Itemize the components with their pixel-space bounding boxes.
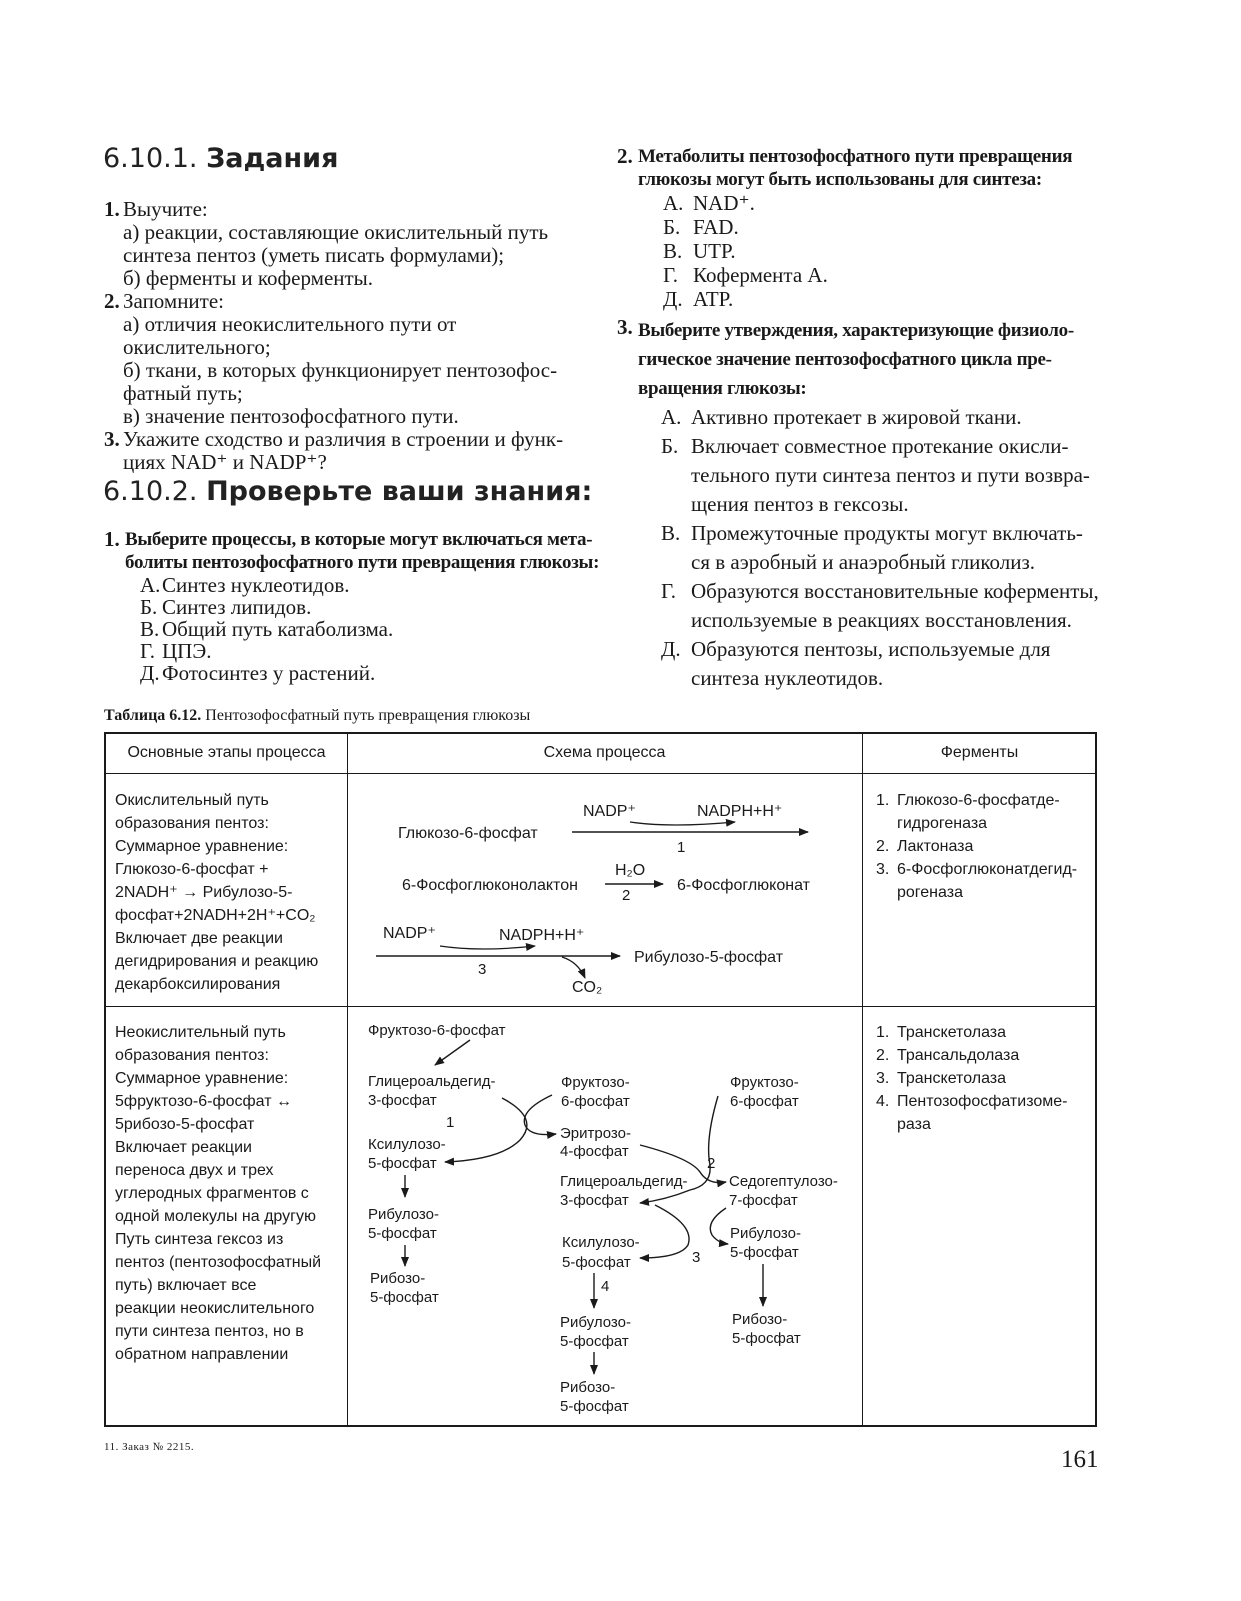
stage-line: путь) включает все bbox=[115, 1277, 257, 1294]
question-text: Выберите утверждения, характеризующие физиоло- bbox=[638, 320, 1074, 341]
task-line: б) ткани, в которых функционирует пентозофос- bbox=[123, 358, 558, 382]
option-text: Образуются восстановительные коферменты, bbox=[691, 579, 1099, 603]
enzyme-number: 2. bbox=[876, 838, 890, 855]
e4p-a: Эритрозо- bbox=[560, 1125, 631, 1142]
task-line: а) реакции, составляющие окислительный путь bbox=[123, 220, 549, 244]
xu5p-a: Ксилулозо- bbox=[368, 1136, 446, 1153]
r5p3-b: 5-фосфат bbox=[732, 1330, 801, 1347]
ru5p2-b: 5-фосфат bbox=[560, 1333, 629, 1350]
stage-line: Путь синтеза гексоз из bbox=[115, 1231, 284, 1248]
option-letter: В. bbox=[140, 617, 160, 641]
stage-line: Суммарное уравнение: bbox=[115, 838, 289, 855]
table-caption bbox=[104, 707, 530, 725]
answer-option bbox=[617, 577, 1107, 635]
enzyme-number: 1. bbox=[876, 1024, 890, 1041]
enzyme-number: 3. bbox=[876, 1070, 890, 1087]
header-enzymes: Ферменты bbox=[940, 744, 1019, 761]
enzyme-name: Пентозофосфатизоме- bbox=[897, 1093, 1068, 1110]
question-item bbox=[617, 145, 1107, 191]
answer-option bbox=[104, 574, 604, 596]
stage-line: одной молекулы на другую bbox=[115, 1208, 316, 1225]
enzyme-line bbox=[876, 1021, 1067, 1044]
stage-line: 5фруктозо-6-фосфат ↔ bbox=[115, 1093, 292, 1110]
enzyme-name: рогеназа bbox=[897, 884, 963, 901]
enzyme-number: 2. bbox=[876, 1047, 890, 1064]
answer-option bbox=[617, 432, 1107, 519]
section-title: Проверьте ваши знания: bbox=[206, 476, 593, 507]
enzyme-number: 3. bbox=[876, 861, 890, 878]
s7p-a: Седогептулозо- bbox=[729, 1173, 838, 1190]
r5p2-a: Рибозо- bbox=[560, 1379, 616, 1396]
task-item bbox=[104, 290, 604, 428]
task-line: а) отличия неокислительного пути от окислительного; bbox=[123, 312, 457, 359]
task-line: в) значение пентозофосфатного пути. bbox=[123, 404, 459, 428]
e4p-b: 4-фосфат bbox=[560, 1143, 629, 1160]
option-letter: Д. bbox=[140, 661, 160, 685]
section-heading-tasks bbox=[103, 143, 338, 174]
task-number: 1. bbox=[104, 197, 120, 221]
option-text: Синтез нуклеотидов. bbox=[162, 573, 350, 597]
number-4: 4 bbox=[601, 1278, 610, 1295]
task-item bbox=[104, 428, 604, 474]
ru5p3-a: Рибулозо- bbox=[730, 1225, 801, 1242]
r3-number: 3 bbox=[478, 961, 487, 978]
option-text: используемые в реакциях восстановления. bbox=[691, 608, 1072, 632]
r3-nadp-label: NADP⁺ bbox=[383, 925, 436, 942]
r2-product: 6-Фосфоглюконат bbox=[677, 877, 810, 894]
r2-water: H₂O bbox=[615, 862, 646, 879]
option-letter: Б. bbox=[663, 215, 681, 239]
row-divider bbox=[106, 773, 1095, 774]
option-text: тельного пути синтеза пентоз и пути возвра- bbox=[691, 463, 1090, 487]
stage-line: Неокислительный путь bbox=[115, 1024, 286, 1041]
answer-option bbox=[617, 635, 1107, 693]
answer-option bbox=[617, 239, 1107, 263]
option-text: синтеза нуклеотидов. bbox=[691, 666, 884, 690]
r5p3-a: Рибозо- bbox=[732, 1311, 788, 1328]
enzyme-line bbox=[876, 835, 1077, 858]
f6p-top: Фруктозо-6-фосфат bbox=[368, 1022, 506, 1039]
stage-line: 5рибозо-5-фосфат bbox=[115, 1116, 255, 1133]
ga3p-a: Глицероальдегид- bbox=[368, 1073, 496, 1090]
option-letter: А. bbox=[663, 191, 684, 215]
question-number: 1. bbox=[104, 527, 120, 551]
stage-line: реакции неокислительного bbox=[115, 1300, 315, 1317]
r1-substrate: Глюкозо-6-фосфат bbox=[398, 825, 538, 842]
question-3 bbox=[617, 316, 1107, 693]
r1-nadp-label: NADP⁺ bbox=[583, 803, 636, 820]
r1-number: 1 bbox=[677, 839, 686, 856]
answer-option bbox=[104, 662, 604, 684]
question-number: 3. bbox=[617, 315, 633, 339]
option-text: Синтез липидов. bbox=[162, 595, 312, 619]
option-text: Включает совместное протекание окисли- bbox=[691, 434, 1069, 458]
r2-substrate: 6-Фосфоглюконолактон bbox=[402, 877, 578, 894]
enzyme-name: Глюкозо-6-фосфатде- bbox=[897, 792, 1060, 809]
stage-line: обратном направлении bbox=[115, 1346, 289, 1363]
stage-line: образования пентоз: bbox=[115, 1047, 269, 1064]
option-text: Промежуточные продукты могут включать- bbox=[691, 521, 1083, 545]
enzyme-name: 6-Фосфоглюконатдегид- bbox=[897, 861, 1078, 878]
enzyme-line bbox=[876, 858, 1077, 881]
task-line: фатный путь; bbox=[123, 381, 243, 405]
number-2: 2 bbox=[707, 1155, 716, 1172]
stage-line: Включает реакции bbox=[115, 1139, 252, 1156]
enzyme-name: Транскетолаза bbox=[897, 1024, 1007, 1041]
table-caption-text: Пентозофосфатный путь превращения глюкозы bbox=[205, 707, 531, 724]
stage-line: пентоз (пентозофосфатный bbox=[115, 1254, 322, 1271]
enzyme-name: Транскетолаза bbox=[897, 1070, 1007, 1087]
enzyme-name: Лактоназа bbox=[897, 838, 974, 855]
r2-number: 2 bbox=[622, 887, 631, 904]
number-3: 3 bbox=[692, 1249, 701, 1266]
question-1 bbox=[104, 528, 604, 684]
ru5p3-b: 5-фосфат bbox=[730, 1244, 799, 1261]
answer-option bbox=[617, 215, 1107, 239]
option-text: ATP. bbox=[693, 287, 734, 311]
question-text: Метаболиты пентозофосфатного пути превращения bbox=[638, 146, 1073, 167]
stage-line: углеродных фрагментов с bbox=[115, 1185, 309, 1202]
answer-option bbox=[617, 519, 1107, 577]
answer-option bbox=[617, 403, 1107, 432]
option-text: Общий путь катаболизма. bbox=[162, 617, 394, 641]
ru5p2-a: Рибулозо- bbox=[560, 1314, 631, 1331]
f6p2-a: Фруктозо- bbox=[561, 1074, 630, 1091]
pentose-phosphate-table bbox=[104, 732, 1097, 1427]
task-number: 2. bbox=[104, 289, 120, 313]
section-number: 6.10.2. bbox=[103, 476, 198, 507]
section-title: Задания bbox=[206, 143, 339, 174]
enzyme-number: 1. bbox=[876, 792, 890, 809]
task-line: циях NAD⁺ и NADP⁺? bbox=[123, 450, 327, 474]
answer-option bbox=[617, 287, 1107, 311]
task-intro: Выучите: bbox=[123, 197, 208, 221]
r1-nadph-label: NADPH+H⁺ bbox=[697, 803, 783, 820]
xu5p2-b: 5-фосфат bbox=[562, 1254, 631, 1271]
option-text: Активно протекает в жировой ткани. bbox=[691, 405, 1022, 429]
answer-option bbox=[617, 263, 1107, 287]
ga3p2-a: Глицероальдегид- bbox=[560, 1173, 688, 1190]
option-letter: Г. bbox=[661, 579, 677, 603]
question-item bbox=[617, 316, 1107, 403]
option-letter: В. bbox=[661, 521, 681, 545]
enzyme-line bbox=[876, 1067, 1067, 1090]
option-text: ся в аэробный и анаэробный гликолиз. bbox=[691, 550, 1036, 574]
f6p3-a: Фруктозо- bbox=[730, 1074, 799, 1091]
question-text: гическое значение пентозофосфатного цикла пре- bbox=[638, 349, 1052, 370]
r3-nadph-label: NADPH+H⁺ bbox=[499, 927, 585, 944]
section-heading-check bbox=[103, 476, 592, 507]
option-letter: Г. bbox=[663, 263, 679, 287]
stage-line: фосфат+2NADH+2H⁺+CO₂ bbox=[115, 907, 316, 924]
r5p-a: Рибозо- bbox=[370, 1270, 426, 1287]
ga3p2-b: 3-фосфат bbox=[560, 1192, 629, 1209]
option-letter: Г. bbox=[140, 639, 156, 663]
section-number: 6.10.1. bbox=[103, 143, 198, 174]
r5p2-b: 5-фосфат bbox=[560, 1398, 629, 1415]
option-letter: В. bbox=[663, 239, 683, 263]
option-text: NAD⁺. bbox=[693, 191, 755, 215]
task-item bbox=[104, 198, 604, 290]
option-text: ЦПЭ. bbox=[162, 639, 212, 663]
stage-line: декарбоксилирования bbox=[115, 976, 281, 993]
number-1: 1 bbox=[446, 1114, 455, 1131]
task-line: б) ферменты и коферменты. bbox=[123, 266, 374, 290]
stage-line: дегидрирования и реакцию bbox=[115, 953, 319, 970]
option-text: Образуются пентозы, используемые для bbox=[691, 637, 1051, 661]
question-text: болиты пентозофосфатного пути превращения глюкозы: bbox=[125, 552, 600, 573]
stage-line: пути синтеза пентоз, но в bbox=[115, 1323, 304, 1340]
ga3p-b: 3-фосфат bbox=[368, 1092, 437, 1109]
tasks-list bbox=[104, 198, 604, 474]
question-2 bbox=[617, 145, 1107, 311]
option-letter: Б. bbox=[140, 595, 158, 619]
option-letter: А. bbox=[140, 573, 161, 597]
s7p-b: 7-фосфат bbox=[729, 1192, 798, 1209]
enzyme-name: гидрогеназа bbox=[897, 815, 988, 832]
xu5p2-a: Ксилулозо- bbox=[562, 1234, 640, 1251]
r3-co2: CO₂ bbox=[572, 979, 603, 996]
stage-line: 2NADH⁺ → Рибулозо-5- bbox=[115, 884, 293, 901]
option-letter: А. bbox=[661, 405, 682, 429]
answer-option bbox=[617, 191, 1107, 215]
enzymes-nonoxidative bbox=[876, 1021, 1067, 1136]
stage-nonoxidative bbox=[115, 1021, 321, 1366]
enzyme-name: Трансальдолаза bbox=[897, 1047, 1020, 1064]
column-divider bbox=[862, 734, 863, 1425]
enzyme-line bbox=[876, 789, 1077, 812]
option-text: FAD. bbox=[693, 215, 739, 239]
stage-line: Глюкозо-6-фосфат + bbox=[115, 861, 269, 878]
enzyme-line bbox=[876, 881, 1077, 904]
task-intro: Укажите сходство и различия в строении и функ- bbox=[123, 427, 564, 451]
enzyme-line bbox=[876, 1090, 1067, 1113]
stage-oxidative bbox=[115, 789, 318, 996]
question-text: Выберите процессы, в которые могут включаться мета- bbox=[125, 529, 593, 550]
f6p2-b: 6-фосфат bbox=[561, 1093, 630, 1110]
stage-line: Включает две реакции bbox=[115, 930, 283, 947]
option-letter: Д. bbox=[661, 637, 681, 661]
header-stages: Основные этапы процесса bbox=[127, 744, 326, 761]
ru5p-a: Рибулозо- bbox=[368, 1206, 439, 1223]
r3-product: Рибулозо-5-фосфат bbox=[634, 949, 784, 966]
option-letter: Д. bbox=[663, 287, 683, 311]
question-text: вращения глюкозы: bbox=[638, 378, 807, 399]
stage-line: переноса двух и трех bbox=[115, 1162, 274, 1179]
enzyme-line bbox=[876, 1044, 1067, 1067]
option-text: Кофермента А. bbox=[693, 263, 828, 287]
row-divider bbox=[106, 1006, 1095, 1007]
header-scheme: Схема процесса bbox=[543, 744, 666, 761]
question-text: глюкозы могут быть использованы для синтеза: bbox=[638, 169, 1042, 190]
footer-order: 11. Заказ № 2215. bbox=[104, 1441, 195, 1453]
enzyme-number: 4. bbox=[876, 1093, 890, 1110]
answer-option bbox=[104, 640, 604, 662]
xu5p-b: 5-фосфат bbox=[368, 1155, 437, 1172]
option-text: щения пентоз в гексозы. bbox=[691, 492, 909, 516]
page-number: 161 bbox=[1061, 1446, 1099, 1473]
option-text: Фотосинтез у растений. bbox=[162, 661, 376, 685]
answer-option bbox=[104, 618, 604, 640]
column-divider bbox=[347, 734, 348, 1425]
enzymes-oxidative bbox=[876, 789, 1077, 904]
option-text: UTP. bbox=[693, 239, 736, 263]
r5p-b: 5-фосфат bbox=[370, 1289, 439, 1306]
task-intro: Запомните: bbox=[123, 289, 225, 313]
table-caption-label: Таблица 6.12. bbox=[104, 707, 202, 724]
stage-line: Окислительный путь bbox=[115, 792, 269, 809]
task-line: синтеза пентоз (уметь писать формулами); bbox=[123, 243, 505, 267]
question-number: 2. bbox=[617, 144, 633, 168]
task-number: 3. bbox=[104, 427, 120, 451]
enzyme-name: раза bbox=[897, 1116, 931, 1133]
option-letter: Б. bbox=[661, 434, 679, 458]
answer-option bbox=[104, 596, 604, 618]
stage-line: образования пентоз: bbox=[115, 815, 269, 832]
enzyme-line bbox=[876, 1113, 1067, 1136]
ru5p-b: 5-фосфат bbox=[368, 1225, 437, 1242]
stage-line: Суммарное уравнение: bbox=[115, 1070, 289, 1087]
f6p3-b: 6-фосфат bbox=[730, 1093, 799, 1110]
question-item bbox=[104, 528, 604, 574]
enzyme-line bbox=[876, 812, 1077, 835]
